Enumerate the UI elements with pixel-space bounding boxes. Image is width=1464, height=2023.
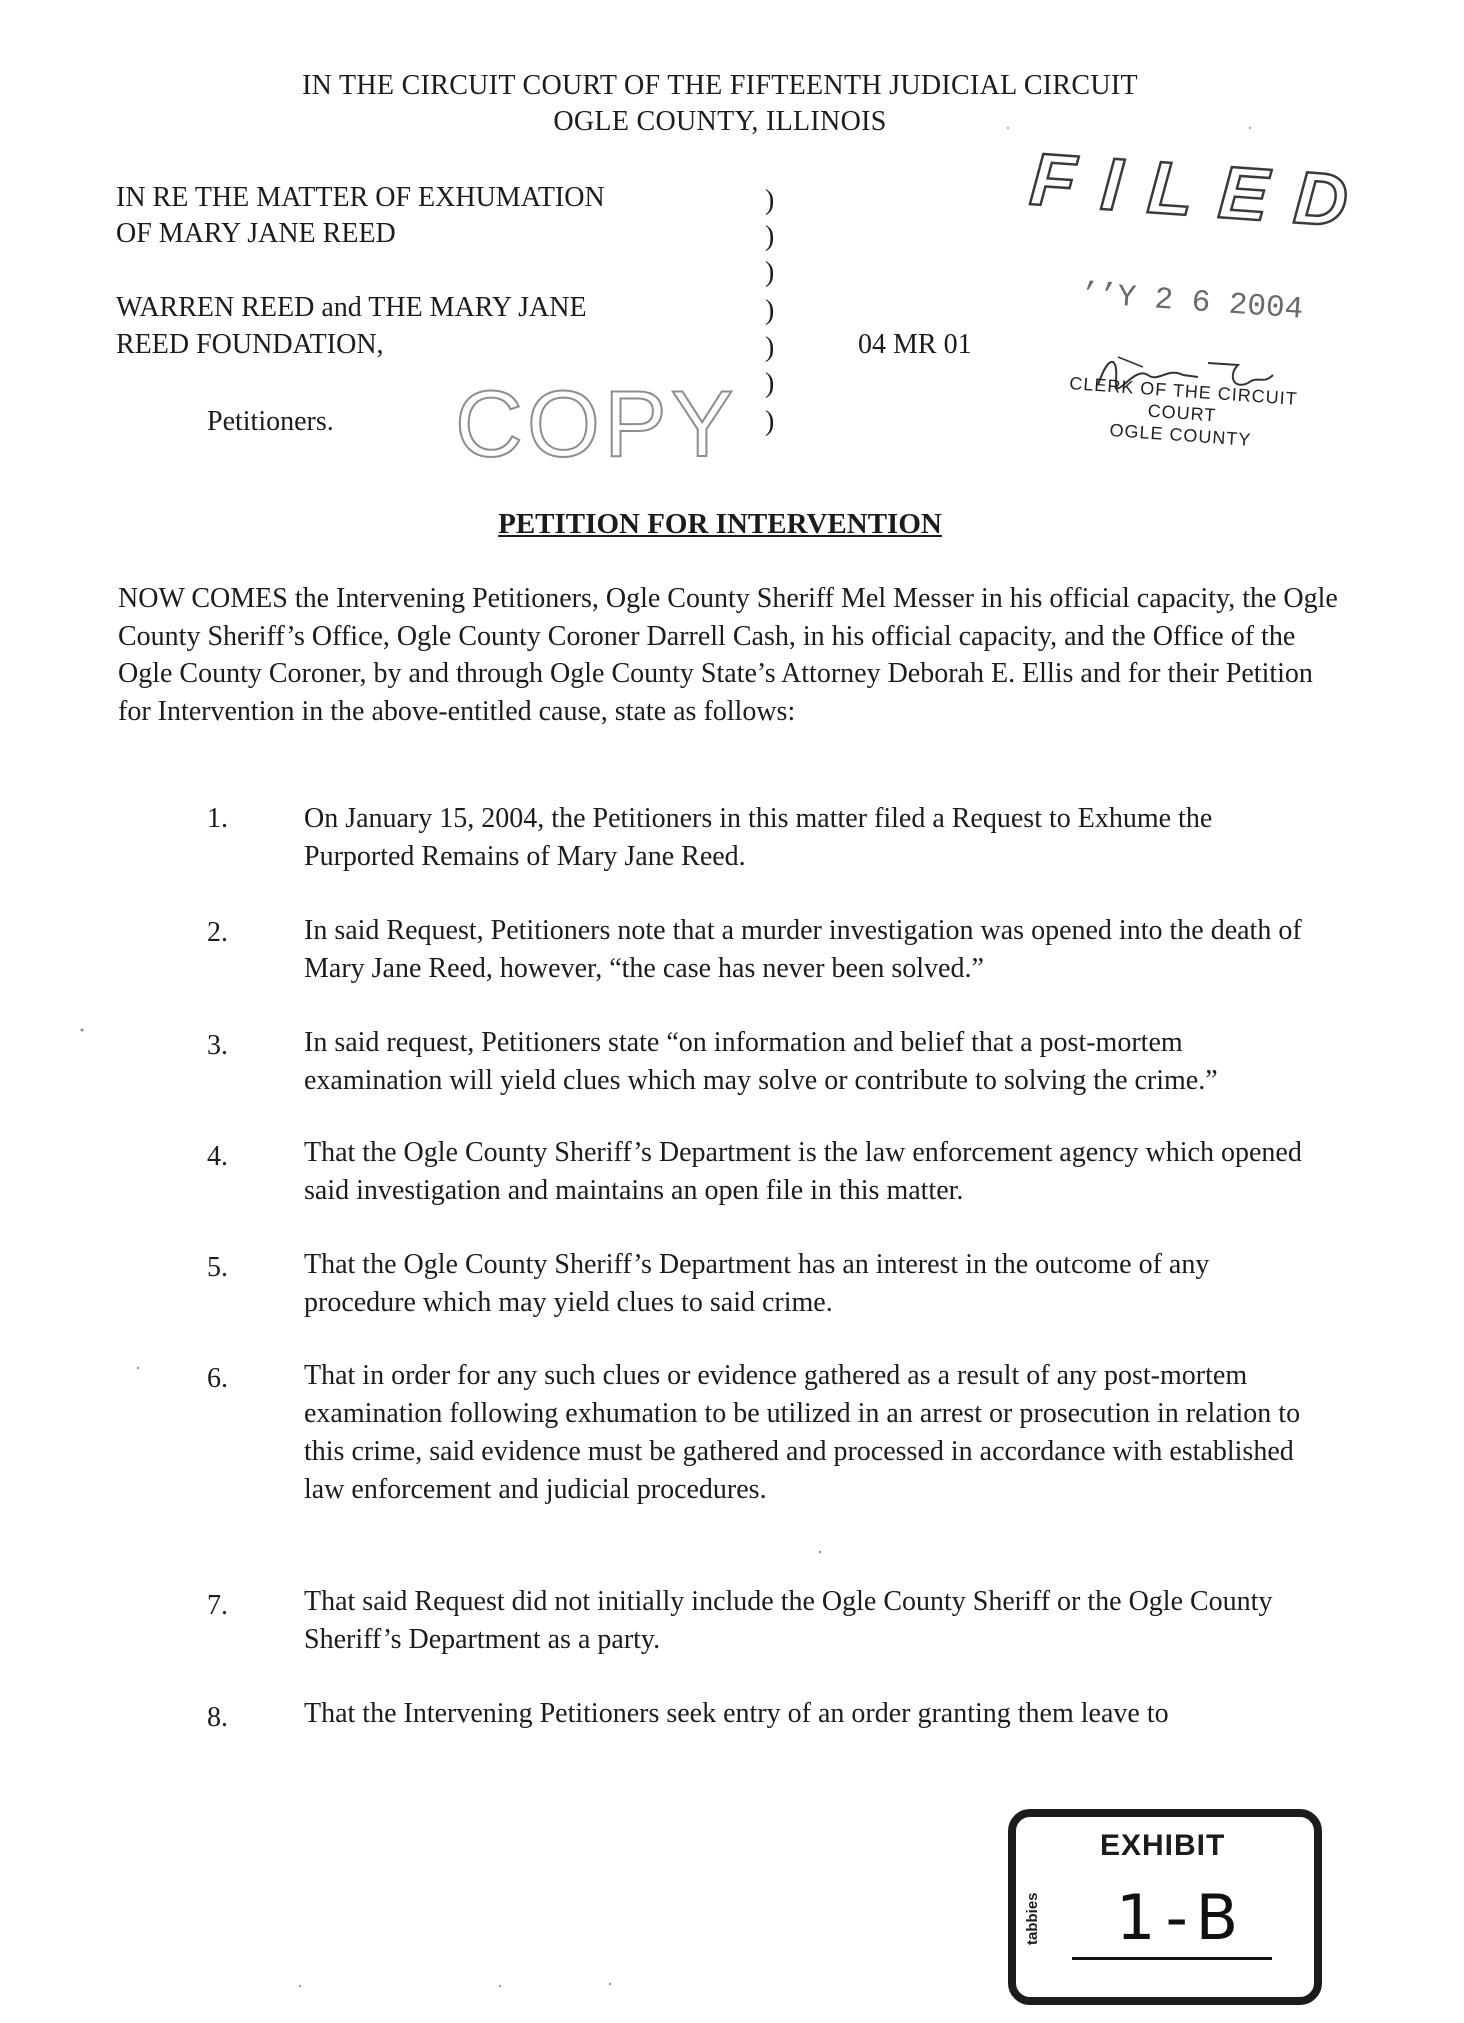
caption-paren: ) bbox=[765, 185, 775, 216]
document-title: PETITION FOR INTERVENTION bbox=[498, 508, 942, 540]
item-text: On January 15, 2004, the Petitioners in this matter filed a Request to Exhume the Purported Remains of Mary Jane Reed. bbox=[304, 803, 1213, 872]
clerk-stamp-line-1: CLERK OF THE CIRCUIT COURT bbox=[1068, 373, 1299, 426]
item-text: In said Request, Petitioners note that a murder investigation was opened into the death of Mary Jane Reed, however, “the case has never been solved.” bbox=[304, 915, 1302, 984]
item-text: In said request, Petitioners state “on information and belief that a post-mortem examination will yield clues which may solve or contribute to solving the crime.” bbox=[304, 1027, 1218, 1096]
item-text: That the Ogle County Sheriff’s Department is the law enforcement agency which opened said investigation and maintains an open file in this matter. bbox=[304, 1137, 1302, 1206]
item-number: 7. bbox=[207, 1590, 228, 1621]
filed-stamp: FILED bbox=[1027, 137, 1377, 244]
item-text: That the Intervening Petitioners seek entry of an order granting them leave to bbox=[304, 1698, 1169, 1729]
item-number: 8. bbox=[207, 1702, 228, 1733]
caption-matter-line-1: IN RE THE MATTER OF EXHUMATION bbox=[116, 182, 605, 213]
item-number: 1. bbox=[207, 803, 228, 834]
caption-petitioners-label: Petitioners. bbox=[207, 406, 334, 437]
county-name: OGLE COUNTY, ILLINOIS bbox=[553, 106, 887, 137]
item-text: That the Ogle County Sheriff’s Department has an interest in the outcome of any procedure which may yield clues to said crime. bbox=[304, 1249, 1210, 1318]
caption-paren: ) bbox=[765, 406, 775, 437]
caption-paren: ) bbox=[765, 257, 775, 288]
intro-paragraph: NOW COMES the Intervening Petitioners, Ogle County Sheriff Mel Messer in his official capacity, the Ogle County Sheriff’s Office, Ogle County Coroner Darrell Cash, in his official capacity, and the Office of the Ogle County Coroner, by and through Ogle County State’s Attorney Deborah E. Ellis and for their Petition for Intervention in the above-entitled cause, state as follows: bbox=[118, 583, 1338, 727]
tabbies-logo: tabbies bbox=[1024, 1892, 1041, 1945]
item-number: 6. bbox=[207, 1363, 228, 1394]
filed-date-stamp: ’’Y 2 6 2004 bbox=[1079, 277, 1305, 328]
court-name: IN THE CIRCUIT COURT OF THE FIFTEENTH JUDICIAL CIRCUIT bbox=[302, 70, 1138, 101]
item-text: That in order for any such clues or evidence gathered as a result of any post-mortem examination following exhumation to be utilized in an arrest or prosecution in relation to this crime, said evidence must be gathered and processed in accordance with established law enforcement and judicial procedures. bbox=[304, 1360, 1301, 1505]
item-number: 4. bbox=[207, 1141, 228, 1172]
caption-parties-line-1: WARREN REED and THE MARY JANE bbox=[116, 292, 587, 323]
item-number: 2. bbox=[207, 917, 228, 948]
item-number: 3. bbox=[207, 1030, 228, 1061]
case-number: 04 MR 01 bbox=[858, 329, 972, 360]
copy-stamp: COPY bbox=[455, 371, 738, 476]
exhibit-label: EXHIBIT bbox=[1100, 1829, 1226, 1862]
item-number: 5. bbox=[207, 1252, 228, 1283]
caption-paren: ) bbox=[765, 368, 775, 399]
caption-matter-line-2: OF MARY JANE REED bbox=[116, 218, 396, 249]
caption-parties-line-2: REED FOUNDATION, bbox=[116, 329, 384, 360]
caption-paren: ) bbox=[765, 332, 775, 363]
caption-paren: ) bbox=[765, 295, 775, 326]
clerk-stamp-line-2: OGLE COUNTY bbox=[1108, 420, 1253, 450]
exhibit-number: 1-B bbox=[1116, 1881, 1249, 1954]
caption-paren: ) bbox=[765, 221, 775, 252]
item-text: That said Request did not initially include the Ogle County Sheriff or the Ogle County Sheriff’s Department as a party. bbox=[304, 1586, 1273, 1655]
